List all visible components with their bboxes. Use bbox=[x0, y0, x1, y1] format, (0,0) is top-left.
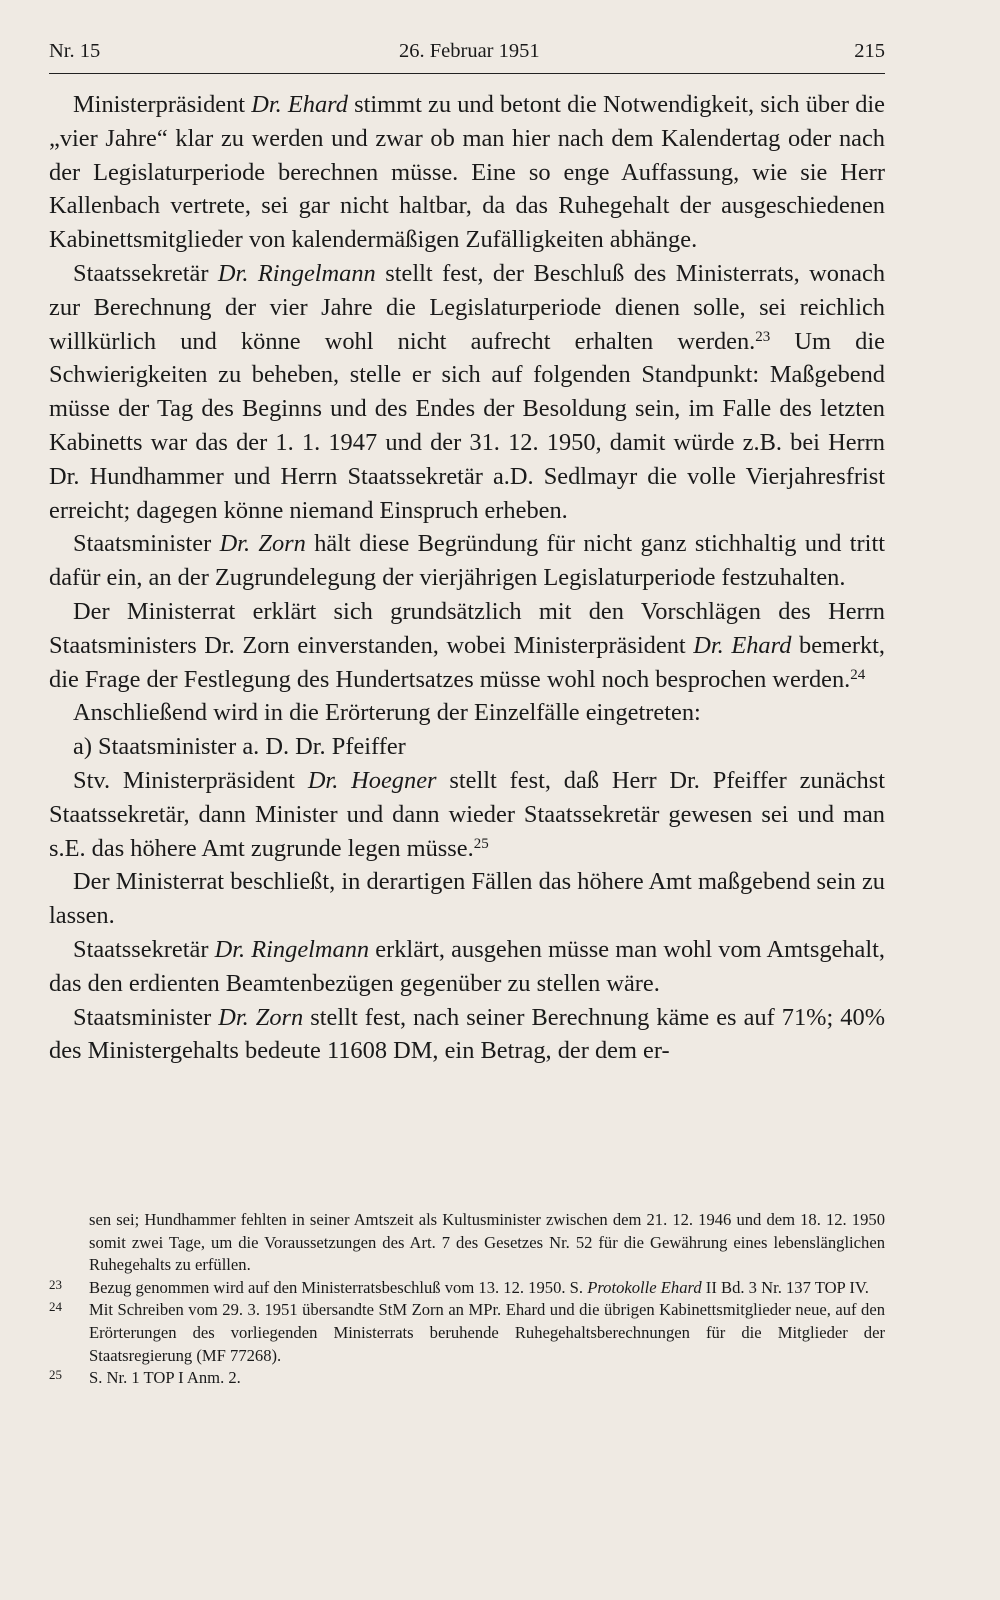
paragraph: Staatsminister Dr. Zorn hält diese Begründung für nicht ganz stichhaltig und tritt dafür ein, an der Zugrundelegung der vierjährigen Legislaturperiode festzuhalten. bbox=[49, 530, 886, 592]
protocol-date: 26. Februar 1951 bbox=[399, 40, 540, 62]
footnote-ref: 23 bbox=[755, 328, 771, 345]
running-header bbox=[49, 40, 885, 70]
paragraph: Stv. Ministerpräsident Dr. Hoegner stellt fest, daß Herr Dr. Pfeiffer zunächst Staatssekretär, dann Minister und dann wieder Staatssekretär gewesen sei und man s.E. das höhere Amt zugrunde legen müsse.$^{25}$ bbox=[49, 766, 885, 862]
footnote-ref: 25 bbox=[473, 835, 489, 852]
footnote: 25 S. Nr. 1 TOP I Anm. 2. bbox=[49, 1367, 241, 1388]
footnote-ref: 24 bbox=[850, 666, 866, 683]
paragraph: Der Ministerrat erklärt sich grundsätzlich mit den Vorschlägen des Herrn Staatsministers Dr. Zorn einverstanden, wobei Ministerpräsident Dr. Ehard bemerkt, die Frage der Festlegung des Hundertsatzes müsse wohl noch besprochen werden.$^{24}$ bbox=[49, 597, 886, 693]
paragraph: Anschließend wird in die Erörterung der Einzelfälle eingetreten: bbox=[73, 699, 701, 727]
page-number: 215 bbox=[854, 40, 885, 62]
paragraph: a) Staatsminister a. D. Dr. Pfeiffer bbox=[73, 733, 406, 761]
footnote-number: 23 bbox=[49, 1276, 62, 1292]
paragraph: Ministerpräsident Dr. Ehard stimmt zu und betont die Notwendigkeit, sich über die „vier Jahre“ klar zu werden und zwar ob man hier nach dem Kalendertag oder nach der Legislaturperiode berechnen müsse. Eine so enge Auffassung, wie sie Herr Kallenbach vertrete, sei gar nicht haltbar, da das Ruhegehalt der ausgeschiedenen Kabinettsmitglieder von kalendermäßigen Zufälligkeiten abhänge. bbox=[49, 91, 886, 254]
speaker-name: Dr. Hoegner bbox=[307, 766, 437, 794]
paragraph: Staatssekretär Dr. Ringelmann stellt fest, der Beschluß des Ministerrats, wonach zur Berechnung der vier Jahre die Legislaturperiode dienen solle, sei reichlich willkürlich und könne wohl nicht aufrecht erhalten werden.$^{23}$ Um die Schwierigkeiten zu beheben, stelle er sich auf folgenden Standpunkt: Maßgebend müsse der Tag des Beginns und des Endes der Besoldung sein, im Falle des letzten Kabinetts war das der 1. 1. 1947 und der 31. 12. 1950, damit würde z.B. bei Herrn Dr. Hundhammer und Herrn Staatssekretär a.D. Sedlmayr die volle Vierjahresfrist erreicht; dagegen könne niemand Einspruch erheben. bbox=[49, 259, 886, 524]
footnote-continuation: sen sei; Hundhammer fehlten in seiner Amtszeit als Kultusminister zwischen dem 21. 12. 1946 und dem 18. 12. 1950 somit zwei Tage, um die Voraussetzungen des Art. 7 des Gesetzes Nr. 52 für die Gewährung eines lebenslänglichen Ruhegehalts zu erfüllen. bbox=[89, 1210, 885, 1275]
speaker-name: Dr. Ehard bbox=[251, 91, 348, 118]
speaker-name: Dr. Ringelmann bbox=[217, 259, 376, 287]
footnote: 23 Bezug genommen wird auf den Ministerratsbeschluß vom 13. 12. 1950. S. Protokolle Ehard II Bd. 3 Nr. 137 TOP IV. bbox=[49, 1276, 869, 1297]
paragraph: Der Ministerrat beschließt, in derartigen Fällen das höhere Amt maßgebend sein zu lassen. bbox=[49, 868, 885, 930]
paragraph: Staatsminister Dr. Zorn stellt fest, nach seiner Berechnung käme es auf 71%; 40% des Ministergehalts bedeute 11608 DM, ein Betrag, der dem er- bbox=[49, 1003, 886, 1065]
footnote: 24 Mit Schreiben vom 29. 3. 1951 übersandte StM Zorn an MPr. Ehard und die übrigen Kabinettsmitglieder neue, auf den Erörterungen des vorliegenden Ministerrats beruhende Ruhegehaltsberechnungen für die Mitglieder der Staatsregierung (MF 77268). bbox=[49, 1299, 885, 1365]
footnotes bbox=[49, 1209, 885, 1390]
footnote-number: 25 bbox=[49, 1367, 62, 1383]
footnote-number: 24 bbox=[49, 1299, 62, 1315]
main-text bbox=[49, 88, 885, 1068]
header-rule bbox=[49, 73, 885, 74]
speaker-name: Dr. Ringelmann bbox=[214, 935, 370, 963]
speaker-name: Dr. Ehard bbox=[693, 631, 792, 659]
speaker-name: Dr. Zorn bbox=[219, 530, 306, 558]
paragraph: Staatssekretär Dr. Ringelmann erklärt, ausgehen müsse man wohl vom Amtsgehalt, das den erdienten Beamtenbezügen gegenüber zu stellen wäre. bbox=[49, 935, 886, 997]
speaker-name: Dr. Zorn bbox=[218, 1003, 304, 1031]
protocol-number: Nr. 15 bbox=[49, 40, 101, 62]
